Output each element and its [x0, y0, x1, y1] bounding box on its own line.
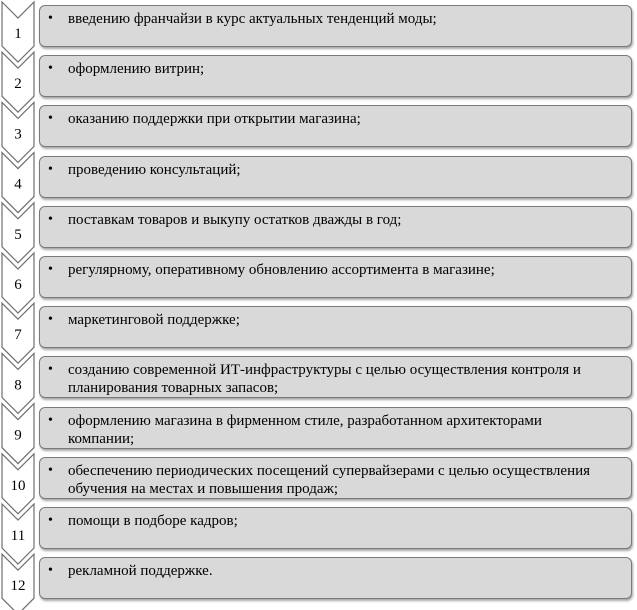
step-text: оформлению магазина в фирменном стиле, разработанном архитекторами компании; — [68, 412, 542, 447]
step-text: помощи в подборе кадров; — [68, 513, 238, 529]
bullet-icon: • — [48, 11, 53, 26]
step-text: обеспечению периодических посещений супервайзерами с целью осуществления обучения на местах и повышения продаж; — [68, 462, 591, 497]
bullet-icon: • — [48, 161, 53, 177]
step-text: созданию современной ИТ-инфраструктуры с целью осуществления контроля и планирования товарных запасов; — [68, 362, 581, 397]
bullet-icon: • — [48, 111, 53, 127]
bullet-icon: • — [48, 412, 53, 428]
step-box — [39, 5, 632, 47]
step-box — [39, 407, 632, 449]
step-text: регулярному, оперативному обновлению ассортимента в магазине; — [68, 262, 495, 278]
step-text: введению франчайзи в курс актуальных тенденций моды; — [68, 11, 437, 27]
step-text: поставкам товаров и выкупу остатков дважды в год; — [68, 211, 402, 228]
step-box — [39, 156, 632, 198]
step-chevron — [2, 2, 34, 62]
chevron-column — [0, 0, 40, 610]
step-box — [39, 55, 632, 97]
step-number: 5 — [14, 226, 22, 243]
step-box — [39, 356, 632, 398]
step-number: 12 — [10, 578, 26, 595]
step-box — [39, 457, 632, 499]
step-number: 1 — [14, 26, 22, 42]
bullet-icon: • — [48, 211, 53, 227]
step-number: 2 — [14, 76, 22, 93]
step-number: 10 — [10, 477, 26, 494]
bullet-icon: • — [48, 563, 53, 579]
bullet-icon: • — [48, 61, 53, 77]
step-number: 11 — [10, 528, 26, 544]
step-box — [39, 507, 632, 549]
step-number: 9 — [14, 427, 22, 444]
step-text: рекламной поддержке. — [68, 563, 213, 580]
bullet-icon: • — [48, 312, 53, 328]
step-text: маркетинговой поддержке; — [68, 312, 240, 329]
bullet-icon: • — [48, 362, 53, 378]
step-number: 8 — [14, 377, 22, 394]
step-text: оформлению витрин; — [68, 61, 205, 78]
bullet-icon: • — [48, 262, 53, 277]
step-number: 7 — [14, 327, 22, 344]
step-number: 4 — [14, 176, 22, 193]
step-box — [39, 557, 632, 599]
step-box — [39, 105, 632, 147]
step-text: проведению консультаций; — [68, 161, 241, 178]
step-box — [39, 206, 632, 248]
step-box — [39, 256, 632, 298]
step-text: оказанию поддержки при открытии магазина; — [68, 111, 361, 128]
step-number: 3 — [14, 126, 22, 143]
step-box — [39, 306, 632, 348]
step-number: 6 — [14, 277, 22, 293]
bullet-icon: • — [48, 462, 53, 478]
bullet-icon: • — [48, 513, 53, 528]
